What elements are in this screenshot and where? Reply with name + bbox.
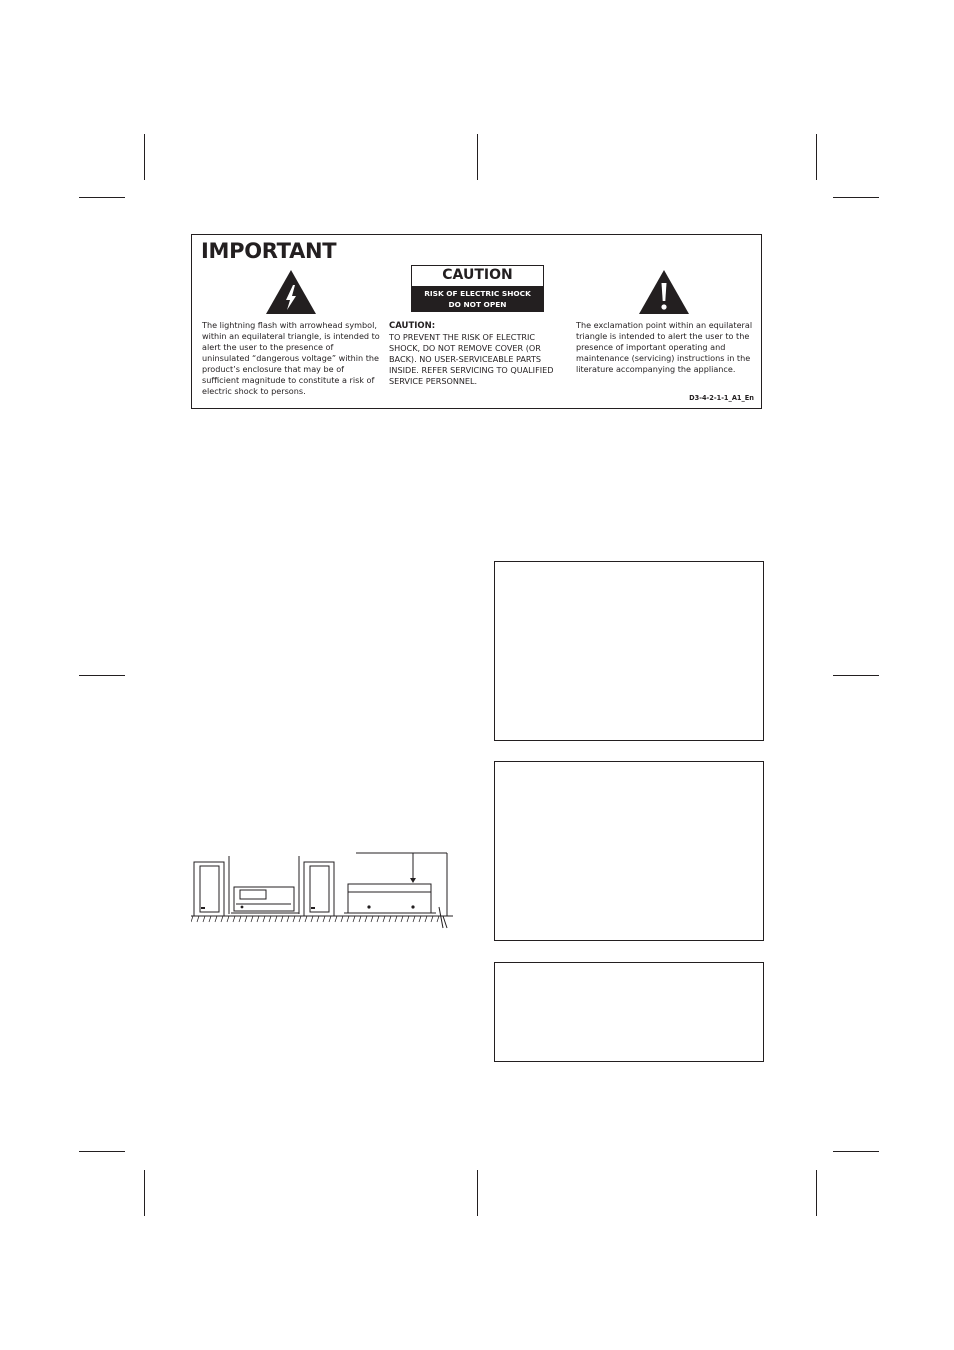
crop-mark (477, 134, 478, 180)
installation-illustration (191, 852, 453, 930)
caution-description: TO PREVENT THE RISK OF ELECTRIC SHOCK, DO NOT REMOVE COVER (OR BACK). NO USER-SERVICEABLE PARTS INSIDE. REFER SERVICING TO QUALIFIED SERVICE PERSONNEL. (389, 332, 554, 386)
crop-mark (79, 675, 125, 676)
crop-mark (833, 675, 879, 676)
crop-mark (144, 134, 145, 180)
important-title: IMPORTANT (201, 239, 337, 263)
crop-mark (79, 1151, 125, 1152)
crop-mark (833, 197, 879, 198)
caution-label (411, 265, 544, 312)
exclamation-description: The exclamation point within an equilateral triangle is intended to alert the user to the presence of important operating and maintenance (servicing) instructions in the literature accompanying the appliance. (576, 320, 753, 374)
crop-mark (816, 1170, 817, 1216)
document-code: D3-4-2-1-1_A1_En (689, 394, 754, 402)
crop-mark (79, 197, 125, 198)
notice-box-1 (494, 561, 764, 741)
lightning-triangle-icon (265, 269, 317, 315)
notice-box-3 (494, 962, 764, 1062)
notice-box-2 (494, 761, 764, 941)
caution-label-line2: DO NOT OPEN (448, 300, 507, 309)
caution-label-band (412, 286, 543, 311)
lightning-description: The lightning flash with arrowhead symbol, within an equilateral triangle, is intended to alert the user to the presence of uninsulated “dangerous voltage” within the product’s enclosure that may be of sufficient magnitude to constitute a risk of electric shock to persons. (202, 320, 380, 396)
caution-label-title: CAUTION (442, 267, 513, 283)
caution-heading: CAUTION: (389, 321, 436, 331)
crop-mark (833, 1151, 879, 1152)
crop-mark (477, 1170, 478, 1216)
caution-label-line1: RISK OF ELECTRIC SHOCK (424, 289, 531, 298)
crop-mark (816, 134, 817, 180)
important-notice-box (191, 234, 762, 409)
crop-mark (144, 1170, 145, 1216)
exclamation-triangle-icon (638, 269, 690, 315)
